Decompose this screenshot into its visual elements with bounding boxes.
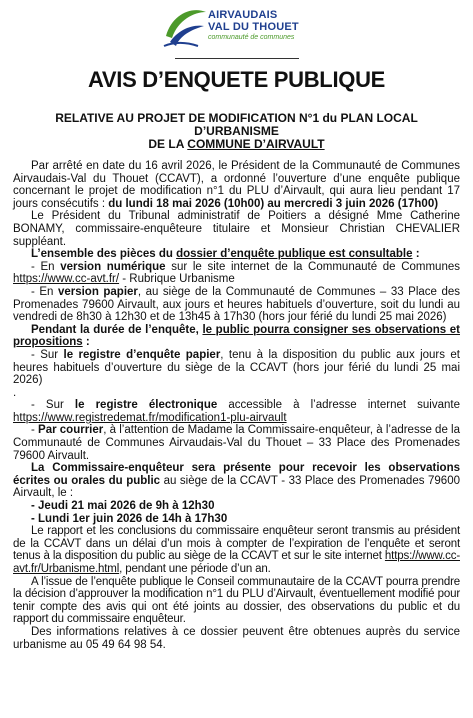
- observations-colon: :: [82, 336, 90, 349]
- paragraph-decree: [13, 160, 460, 210]
- dossier-highlight: dossier d’enquête publique est consultable: [176, 248, 413, 261]
- page-subtitle: [20, 112, 453, 151]
- paper-prefix: - En: [31, 285, 58, 298]
- paragraph-digital-version: [13, 261, 460, 286]
- notice-body: [13, 160, 460, 651]
- dossier-colon: :: [412, 248, 420, 261]
- urbanisme-link[interactable]: https://www.cc-avt.fr/Urbanisme.html: [13, 550, 460, 575]
- header-divider: [175, 58, 299, 59]
- paragraph-electronic-register: [13, 399, 460, 424]
- observations-prefix: Pendant la durée de l’enquête,: [31, 323, 203, 336]
- mail-text: , à l’attention de Madame la Commissaire-enquêteur, à l’adresse de la Communauté de Communes Airvaudais-Val du Thouet – 33 Place des Promenades 79600 Airvault.: [13, 424, 460, 462]
- permanence-date-2: - Lundi 1er juin 2026 de 14h à 17h30: [31, 512, 228, 525]
- enquiry-dates: du lundi 18 mai 2026 (10h00) au mercredi 3 juin 2026 (17h00): [108, 197, 439, 210]
- mail-prefix: -: [31, 424, 39, 437]
- cc-avt-link[interactable]: https://www.cc-avt.fr/: [13, 273, 120, 286]
- electronic-register-text: accessible à l’adresse internet suivante: [217, 399, 460, 412]
- subtitle-line2: [20, 138, 453, 151]
- paragraph-dossier: [13, 248, 460, 261]
- paragraph-paper-version: [13, 286, 460, 324]
- digital-prefix: - En: [31, 260, 61, 273]
- digital-text: sur le site internet de la Communauté de Communes: [165, 260, 460, 273]
- logo-text-line1: AIRVAUDAIS: [208, 9, 278, 21]
- subtitle-line1: RELATIVE AU PROJET DE MODIFICATION N°1 du PLAN LOCAL D’URBANISME: [55, 111, 418, 138]
- paragraph-mail: [13, 424, 460, 462]
- digital-suffix: - Rubrique Urbanisme: [119, 273, 235, 286]
- observations-highlight: le public pourra consigner ses observations et propositions: [13, 323, 460, 349]
- paper-register-prefix: - Sur: [31, 348, 64, 361]
- paragraph-paper-register: [13, 349, 460, 399]
- paper-register-period: .: [13, 386, 17, 399]
- paper-text: , au siège de la Communauté de Communes – 33 Place des Promenades 79600 Airvault, aux jours et heures habituels d’ouverture, soit du lundi au vendredi de 8h30 à 12h30 et de 13h45 à 17h30 (hors jour férié du lundi 25 mai 2026): [13, 285, 460, 324]
- mail-label: Par courrier: [38, 424, 104, 437]
- registredemat-link[interactable]: https://www.registredemat.fr/modification1-plu-airvault: [13, 411, 287, 424]
- permanence-date-1: - Jeudi 21 mai 2026 de 9h à 12h30: [31, 500, 215, 513]
- report-suffix: , pendant une période d’un an.: [119, 563, 271, 575]
- paragraph-observations: [13, 324, 460, 349]
- paragraph-contact: Des informations relatives à ce dossier peuvent être obtenues auprès du service urbanisme au 05 49 64 98 54.: [13, 625, 460, 651]
- dossier-text: L’ensemble des pièces du: [31, 248, 177, 261]
- electronic-register-label: le registre électronique: [74, 399, 218, 412]
- subtitle-line2-prefix: DE LA: [148, 137, 188, 151]
- logo-tagline: communauté de communes: [208, 34, 295, 41]
- logo-text-line2: VAL DU THOUET: [208, 21, 299, 33]
- permanences-text: au siège de la CCAVT - 33 Place des Promenades 79600 Airvault, le :: [13, 474, 460, 500]
- permanences-highlight: La Commissaire-enquêteur sera présente pour recevoir les observations écrites ou orales du public: [13, 462, 460, 487]
- paragraph-report: [13, 525, 460, 575]
- paragraph-approval: A l’issue de l’enquête publique le Conseil communautaire de la CCAVT pourra prendre la décision d’approuver la modification n°1 du PLU d’Airvault, éventuellement modifié pour tenir compte des avis qui ont été joints au dossier, des observations du public et du rapport du commissaire enquêteur.: [13, 575, 460, 626]
- report-text: Le rapport et les conclusions du commissaire enquêteur seront transmis au président de la CCAVT dans un délai d’un mois à compter de l’expiration de l’enquête et seront tenus à la disposition du public au siège de la CCAVT et sur le site internet: [13, 525, 460, 563]
- paper-register-text: , tenu à la disposition du public aux jours et heures habituels d’ouverture du siège de la CCAVT (hors jour férié du lundi 25 mai 2026): [13, 348, 460, 387]
- subtitle-commune: COMMUNE D’AIRVAULT: [187, 137, 325, 151]
- paper-label: version papier: [57, 285, 138, 298]
- paper-register-label: le registre d’enquête papier: [63, 348, 221, 361]
- paragraph-commissioner: Le Président du Tribunal administratif de Poitiers a désigné Mme Catherine BONAMY, commissaire-enquêteure titulaire et Monsieur Christian CHEVALIER suppléant.: [13, 210, 460, 248]
- digital-label: version numérique: [60, 260, 166, 273]
- electronic-register-prefix: - Sur: [31, 399, 75, 412]
- decree-text: Par arrêté en date du 16 avril 2026, le Président de la Communauté de Communes Airvaudais-Val du Thouet (CCAVT), a ordonné l’ouverture d’une enquête publique concernant le projet de modification n°1 du PLU d’Airvault, qui aura lieu pendant 17 jours consécutifs :: [13, 160, 460, 210]
- page-title: AVIS D’ENQUETE PUBLIQUE: [87, 67, 386, 92]
- logo-emblem-icon: [160, 6, 210, 50]
- ccavt-logo: [160, 6, 310, 52]
- paragraph-permanences: [13, 462, 460, 500]
